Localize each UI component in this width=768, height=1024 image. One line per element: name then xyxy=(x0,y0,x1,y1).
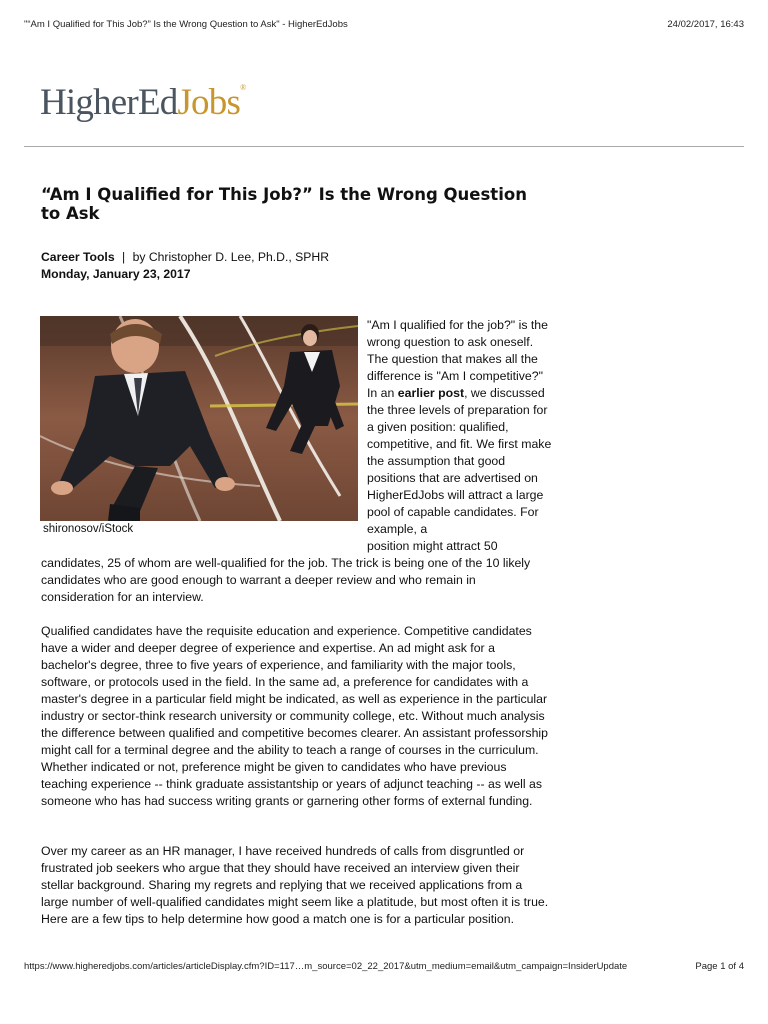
paragraph-1-text-b: , we discussed the three levels of preparation for a given position: qualified, competitive, and fit. We first make the assumption that good positions that are advertised on HigherEdJobs will attract a large pool of capable candidates. For example, a xyxy=(367,386,552,536)
earlier-post-link[interactable]: earlier post xyxy=(397,386,465,400)
paragraph-1-text-c: candidates, 25 of whom are well-qualified for the job. The trick is being one of the 10 likely candidates who are good enough to warrant a deeper review and who remain in consideration for an interview. xyxy=(41,556,531,604)
logo-part-jobs: Jobs xyxy=(177,82,241,123)
logo-part-highered: HigherEd xyxy=(40,82,178,123)
article-photo xyxy=(40,316,358,521)
article-category-link[interactable]: Career Tools xyxy=(41,250,115,264)
byline-separator: | xyxy=(122,250,126,264)
paragraph-2: Qualified candidates have the requisite education and experience. Competitive candidates have a wider and deeper degree of experience and expertise. An ad might ask for a bachelor's degree, three to five years of experience, and familiarity with the major tools, software, or protocols used in the field. In the same ad, a preference for candidates with a master's degree in a particular field might be indicated, as well as experience in the particular industry or sector-think research university or community college, etc. Without much analysis the difference between qualified and competitive becomes clearer. An assistant professorship might call for a terminal degree and the ability to teach a range of courses in the curriculum. Whether indicated or not, preference might be given to candidates who have previous teaching experience -- think graduate assistantship or years of adjunct teaching -- as well as someone who has had success writing grants or garnering other forms of external funding. xyxy=(41,624,548,808)
article-meta xyxy=(41,249,329,283)
print-footer-url: https://www.higheredjobs.com/articles/articleDisplay.cfm?ID=117…m_source=02_22_2017&utm_medium=email&utm_campaign=InsiderUpdate xyxy=(24,961,628,972)
article-figure xyxy=(40,316,358,535)
print-header-title: "“Am I Qualified for This Job?” Is the Wrong Question to Ask" - HigherEdJobs xyxy=(24,19,348,30)
paragraph-1-continued xyxy=(41,538,551,606)
higheredjobs-logo[interactable] xyxy=(40,84,245,121)
paragraph-1-text-a: "Am I qualified for the job?" is the wrong question to ask oneself. The question that makes all the difference is "Am I competitive?" In an xyxy=(367,318,548,400)
paragraph-1-wrapped xyxy=(367,317,552,538)
article-title: “Am I Qualified for This Job?” Is the Wrong Question to Ask xyxy=(41,185,527,223)
byline-row xyxy=(41,249,329,266)
print-footer xyxy=(24,961,744,972)
image-caption: shironosov/iStock xyxy=(43,523,134,535)
print-header-timestamp: 24/02/2017, 16:43 xyxy=(667,19,744,30)
article-byline: by Christopher D. Lee, Ph.D., SPHR xyxy=(132,250,329,264)
print-header xyxy=(24,19,744,30)
paragraph-3: Over my career as an HR manager, I have received hundreds of calls from disgruntled or frustrated job seekers who argue that they should have received an interview given their stellar background. Sharing my regrets and replying that we received applications from a large number of well-qualified candidates might seem like a platitude, but most often it is true. Here are a few tips to help determine how good a match one is for a particular position. xyxy=(41,844,549,926)
print-footer-page: Page 1 of 4 xyxy=(695,961,744,972)
paragraph-1-indent-line: position might attract 50 xyxy=(367,539,498,553)
logo-registered-mark: ® xyxy=(240,83,246,92)
article-date: Monday, January 23, 2017 xyxy=(41,267,191,281)
header-divider xyxy=(24,146,744,147)
